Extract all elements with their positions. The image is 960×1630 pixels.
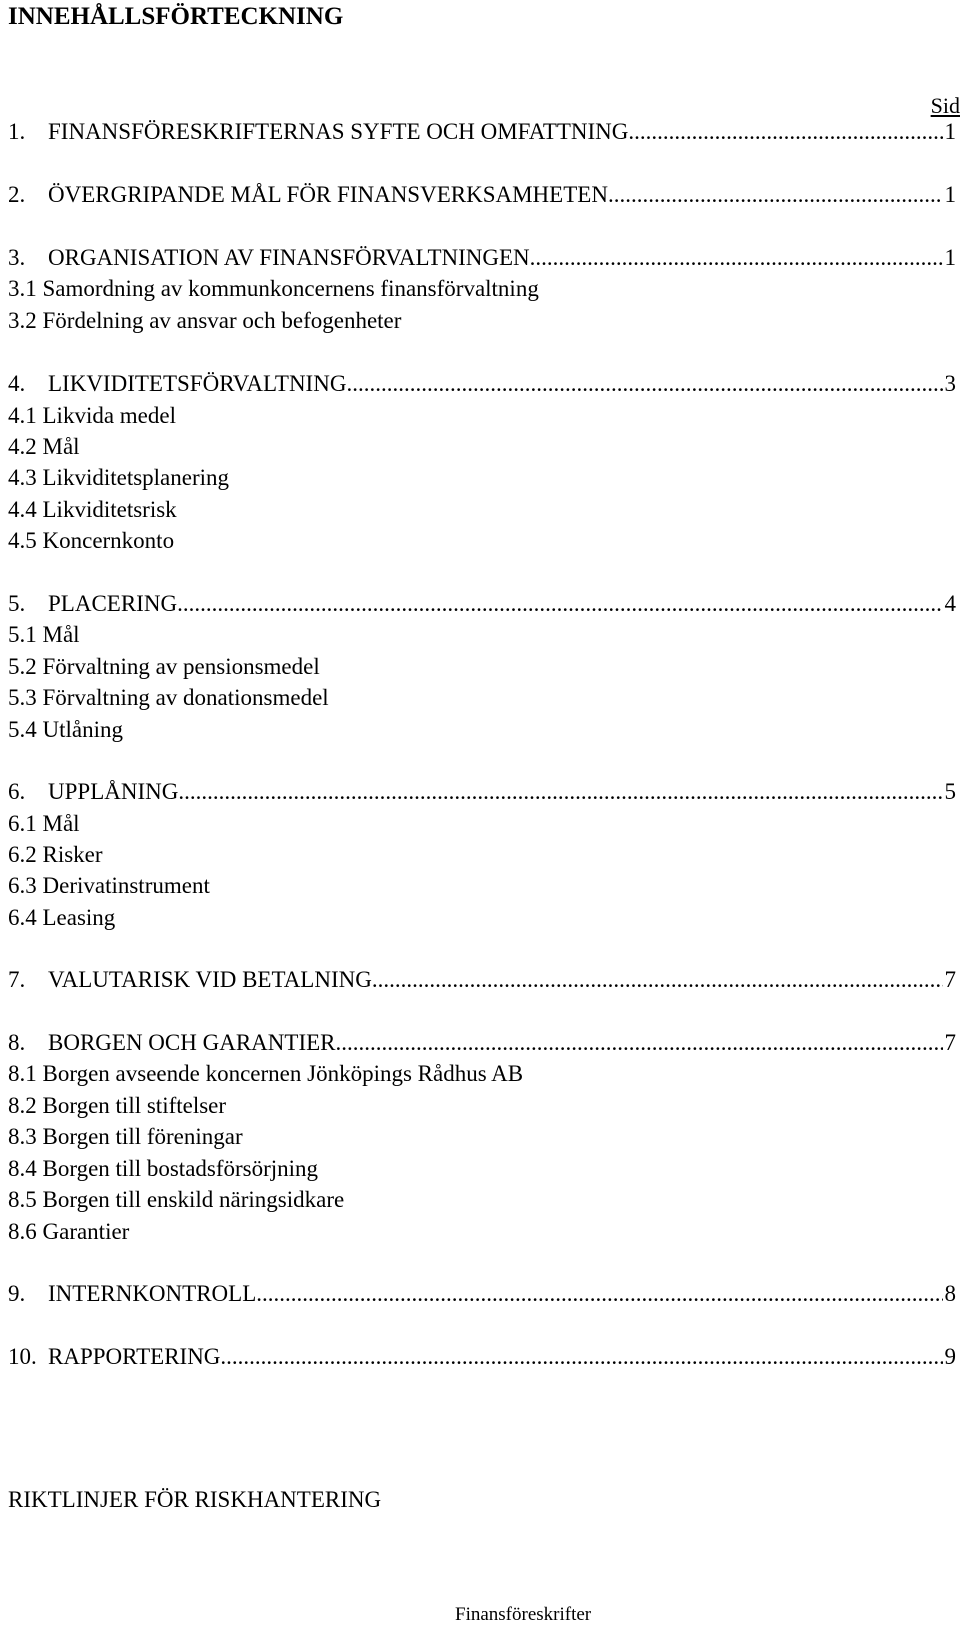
toc-entry-number: 7. [8,967,26,992]
page-column-header: Sid [930,93,960,118]
toc-page-number: 7 [944,1030,956,1055]
toc-entry-label: 8.6 Garantier [8,1219,130,1244]
toc-entry-label: PLACERING [48,591,178,616]
toc-subentry [8,1217,956,1247]
dot-leader [336,1028,943,1058]
toc-entry-number: 3. [8,245,26,270]
toc-subentry [8,1091,956,1121]
toc-entry-label: RAPPORTERING [48,1344,221,1369]
toc-entry [8,1028,956,1058]
toc-entry-label: 6.1 Mål [8,811,80,836]
toc-page-number: 7 [944,967,956,992]
toc-subentry [8,526,956,556]
dot-leader [220,1342,942,1372]
toc-entry-label: 6.2 Risker [8,842,103,867]
toc-entry-label: 5.1 Mål [8,622,80,647]
toc-entry-label: 4.4 Likviditetsrisk [8,497,177,522]
toc-entry-label: 6.4 Leasing [8,905,116,930]
toc-subentry [8,871,956,901]
toc-entry-label: BORGEN OCH GARANTIER [48,1030,336,1055]
toc-subentry [8,1185,956,1215]
toc-page-number: 3 [944,371,956,396]
toc-page-number: 9 [944,1344,956,1369]
toc-subentry [8,903,956,933]
toc-entry [8,117,956,147]
dot-leader [178,777,942,807]
dot-leader [177,589,942,619]
toc-subentry [8,840,956,870]
toc-entry-number: 4. [8,371,26,396]
toc-subentry [8,463,956,493]
toc-entry [8,1279,956,1309]
toc-page-number: 1 [944,119,956,144]
dot-leader [628,117,942,147]
toc-entry [8,589,956,619]
toc-page-number: 8 [944,1281,956,1306]
toc-subentry [8,401,956,431]
toc-entry-label: 8.4 Borgen till bostadsförsörjning [8,1156,319,1181]
dot-leader [346,369,942,399]
dot-leader [608,180,943,210]
toc-entry-label: 4.1 Likvida medel [8,403,176,428]
toc-entry-label: 4.3 Likviditetsplanering [8,465,230,490]
toc-page-number: 1 [944,245,956,270]
page-title: INNEHÅLLSFÖRTECKNING [8,3,344,30]
toc-page-number: 4 [944,591,956,616]
toc-subentry [8,1059,956,1089]
toc-entry-label: ÖVERGRIPANDE MÅL FÖR FINANSVERKSAMHETEN [48,182,608,207]
toc-entry-label: 8.2 Borgen till stiftelser [8,1093,227,1118]
toc-entry [8,777,956,807]
dot-leader [530,243,943,273]
toc-entry-label: 8.1 Borgen avseende koncernen Jönköpings Rådhus AB [8,1061,524,1086]
toc-subentry [8,432,956,462]
toc-entry-number: 2. [8,182,26,207]
toc-subentry [8,274,956,304]
toc-entry-label: 5.3 Förvaltning av donationsmedel [8,685,329,710]
toc-subentry [8,715,956,745]
toc-entry [8,1342,956,1372]
toc-entry [8,965,956,995]
toc-entry-label: VALUTARISK VID BETALNING [48,967,372,992]
toc-entry-label: 3.2 Fördelning av ansvar och befogenheter [8,308,402,333]
toc-subentry [8,809,956,839]
toc-entry-label: 8.3 Borgen till föreningar [8,1124,243,1149]
toc-entry-number: 5. [8,591,26,616]
toc-entry [8,369,956,399]
dot-leader [256,1279,942,1309]
section-heading: RIKTLINJER FÖR RISKHANTERING [8,1487,382,1512]
toc-page-number: 5 [944,779,956,804]
toc-entry-label: 5.4 Utlåning [8,717,123,742]
toc-subentry [8,652,956,682]
toc-page-number: 1 [944,182,956,207]
toc-subentry [8,306,956,336]
toc-entry-label: 4.2 Mål [8,434,80,459]
toc-entry-number: 1. [8,119,26,144]
toc-entry-label: 5.2 Förvaltning av pensionsmedel [8,654,320,679]
toc-entry-label: 4.5 Koncernkonto [8,528,175,553]
toc-entry-number: 6. [8,779,26,804]
toc-subentry [8,683,956,713]
toc-entry-number: 10. [8,1344,37,1369]
toc-subentry [8,495,956,525]
toc-subentry [8,1122,956,1152]
toc-subentry [8,1154,956,1184]
toc-entry-label: 8.5 Borgen till enskild näringsidkare [8,1187,345,1212]
toc-entry-number: 9. [8,1281,26,1306]
toc-entry [8,180,956,210]
toc-entry-label: INTERNKONTROLL [48,1281,257,1306]
page-footer: Finansföreskrifter [455,1604,592,1625]
toc-entry-number: 8. [8,1030,26,1055]
toc-subentry [8,620,956,650]
toc-entry-label: ORGANISATION AV FINANSFÖRVALTNINGEN [48,245,530,270]
toc-entry-label: 6.3 Derivatinstrument [8,873,210,898]
dot-leader [372,965,943,995]
toc-entry-label: LIKVIDITETSFÖRVALTNING [48,371,347,396]
toc-entry-label: 3.1 Samordning av kommunkoncernens finansförvaltning [8,276,539,301]
toc-entry [8,243,956,273]
toc-entry-label: UPPLÅNING [48,779,179,804]
toc-entry-label: FINANSFÖRESKRIFTERNAS SYFTE OCH OMFATTNING [48,119,629,144]
